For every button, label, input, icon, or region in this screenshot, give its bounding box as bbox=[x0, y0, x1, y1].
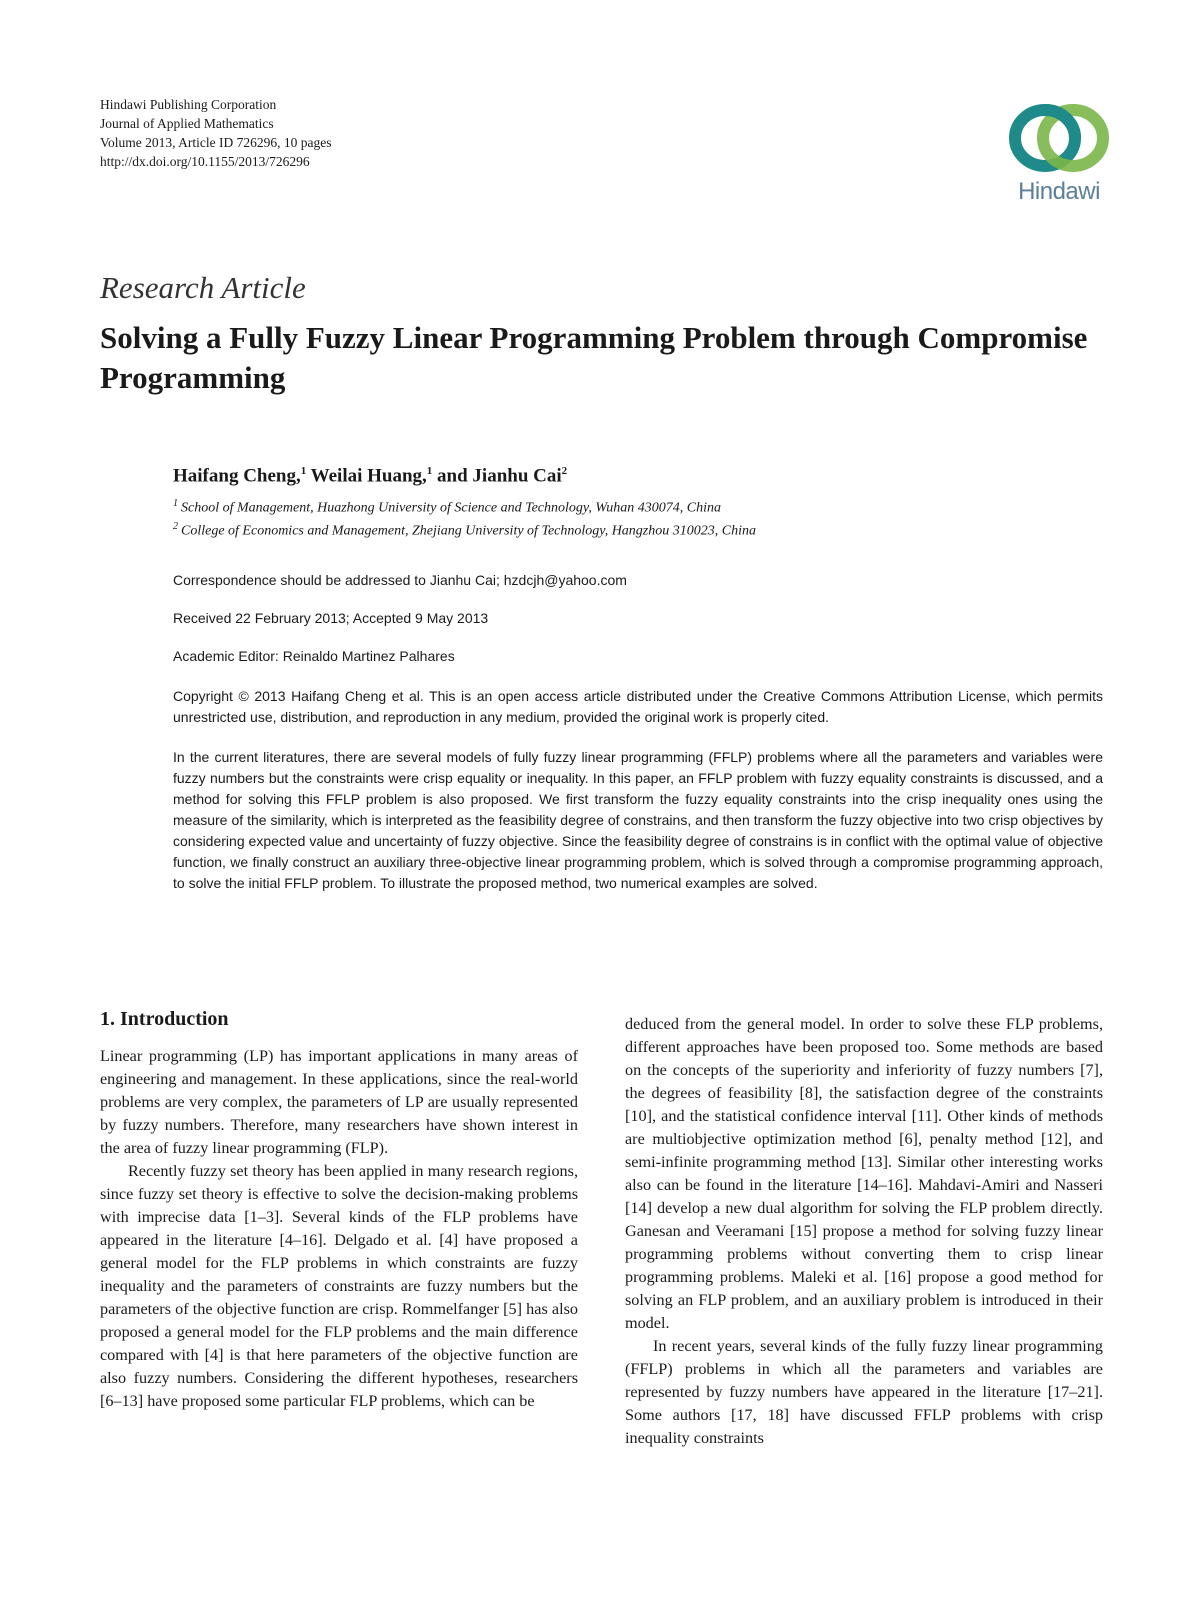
affiliation-text: School of Management, Huazhong University of Science and Technology, Wuhan 430074, China bbox=[181, 500, 721, 516]
hindawi-logo-text: Hindawi bbox=[1018, 178, 1100, 205]
journal-metadata bbox=[100, 95, 331, 171]
right-column bbox=[625, 1013, 1103, 1450]
publisher-name: Hindawi Publishing Corporation bbox=[100, 97, 277, 112]
affiliation-mark: 2 bbox=[173, 521, 178, 532]
author-name: and Jianhu Cai bbox=[432, 465, 562, 487]
doi-link[interactable]: http://dx.doi.org/10.1155/2013/726296 bbox=[100, 154, 310, 169]
volume-info: Volume 2013, Article ID 726296, 10 pages bbox=[100, 135, 332, 150]
author-list bbox=[173, 465, 567, 487]
author-affiliation-mark: 2 bbox=[561, 465, 568, 477]
author-name: Weilai Huang, bbox=[306, 465, 427, 487]
received-dates: Received 22 February 2013; Accepted 9 May 2013 bbox=[173, 610, 489, 626]
author-name: Haifang Cheng, bbox=[173, 465, 301, 487]
hindawi-logo-rings-icon bbox=[1003, 100, 1115, 180]
copyright-notice: Copyright © 2013 Haifang Cheng et al. This is an open access article distributed under the Creative Commons Attribution License, which permits unrestricted use, distribution, and reproduction in any medium, provided the original work is properly cited. bbox=[173, 688, 1103, 725]
affiliation bbox=[173, 498, 721, 517]
affiliation-mark: 1 bbox=[173, 498, 178, 509]
affiliation-text: College of Economics and Management, Zhejiang University of Technology, Hangzhou 310023, China bbox=[181, 523, 756, 539]
section-title: 1. Introduction bbox=[100, 1008, 229, 1030]
abstract: In the current literatures, there are several models of fully fuzzy linear programming (FFLP) problems where all the parameters and variables were fuzzy numbers but the constraints were crisp equality or inequality. In this paper, an FFLP problem with fuzzy equality constraints is discussed, and a method for solving this FFLP problem is also proposed. We first transform the fuzzy equality constraints into the crisp inequality ones using the measure of the similarity, which is interpreted as the feasibility degree of constrains, and then transform the fuzzy objective into two crisp objectives by considering expected value and uncertainty of fuzzy objective. Since the feasibility degree of constrains is in conflict with the optimal value of objective function, we finally construct an auxiliary three-objective linear programming problem, which is solved through a compromise programming approach, to solve the initial FFLP problem. To illustrate the proposed method, two numerical examples are solved. bbox=[173, 749, 1103, 891]
body-paragraph: Recently fuzzy set theory has been applied in many research regions, since fuzzy set theory is effective to solve the decision-making problems with imprecise data [1–3]. Several kinds of the FLP problems have appeared in the literature [4–16]. Delgado et al. [4] have proposed a general model for the FLP problems in which constraints are fuzzy inequality and the parameters of constraints are fuzzy numbers but the parameters of the objective function are crisp. Rommelfanger [5] has also proposed a general model for the FLP problems and the main difference compared with [4] is that here parameters of the objective function are also fuzzy numbers. Considering the different hypotheses, researchers [6–13] have proposed some particular FLP problems, which can be bbox=[100, 1162, 578, 1410]
body-paragraph: Linear programming (LP) has important applications in many areas of engineering and management. In these applications, since the real-world problems are very complex, the parameters of LP are usually represented by fuzzy numbers. Therefore, many researchers have shown interest in the area of fuzzy linear programming (FLP). bbox=[100, 1047, 578, 1157]
body-paragraph: In recent years, several kinds of the fully fuzzy linear programming (FFLP) problems in which all the parameters and variables are represented by fuzzy numbers have appeared in the literature [17–21]. Some authors [17, 18] have discussed FFLP problems with crisp inequality constraints bbox=[625, 1337, 1103, 1447]
journal-name: Journal of Applied Mathematics bbox=[100, 116, 274, 131]
academic-editor: Academic Editor: Reinaldo Martinez Palhares bbox=[173, 648, 455, 664]
correspondence: Correspondence should be addressed to Jianhu Cai; hzdcjh@yahoo.com bbox=[173, 572, 627, 588]
paper-title: Solving a Fully Fuzzy Linear Programming Problem through Compromise Programming bbox=[100, 320, 1088, 395]
hindawi-logo bbox=[1003, 100, 1115, 205]
author-affiliation-mark: 1 bbox=[300, 465, 307, 477]
left-column bbox=[100, 1045, 578, 1413]
author-affiliation-mark: 1 bbox=[426, 465, 433, 477]
article-type: Research Article bbox=[100, 270, 306, 305]
body-paragraph: deduced from the general model. In order to solve these FLP problems, different approaches have been proposed too. Some methods are based on the concepts of the superiority and inferiority of fuzzy numbers [7], the degrees of feasibility [8], the satisfaction degree of the constraints [10], and the statistical confidence interval [11]. Other kinds of methods are multiobjective optimization method [6], penalty method [12], and semi-infinite programming method [13]. Similar other interesting works also can be found in the literature [14–16]. Mahdavi-Amiri and Nasseri [14] develop a new dual algorithm for solving the FLP problem directly. Ganesan and Veeramani [15] propose a method for solving fuzzy linear programming problems without converting them to crisp linear programming problems. Maleki et al. [16] propose a good method for solving an FLP problem, and an auxiliary problem is introduced in their model. bbox=[625, 1015, 1103, 1332]
affiliation bbox=[173, 521, 756, 540]
